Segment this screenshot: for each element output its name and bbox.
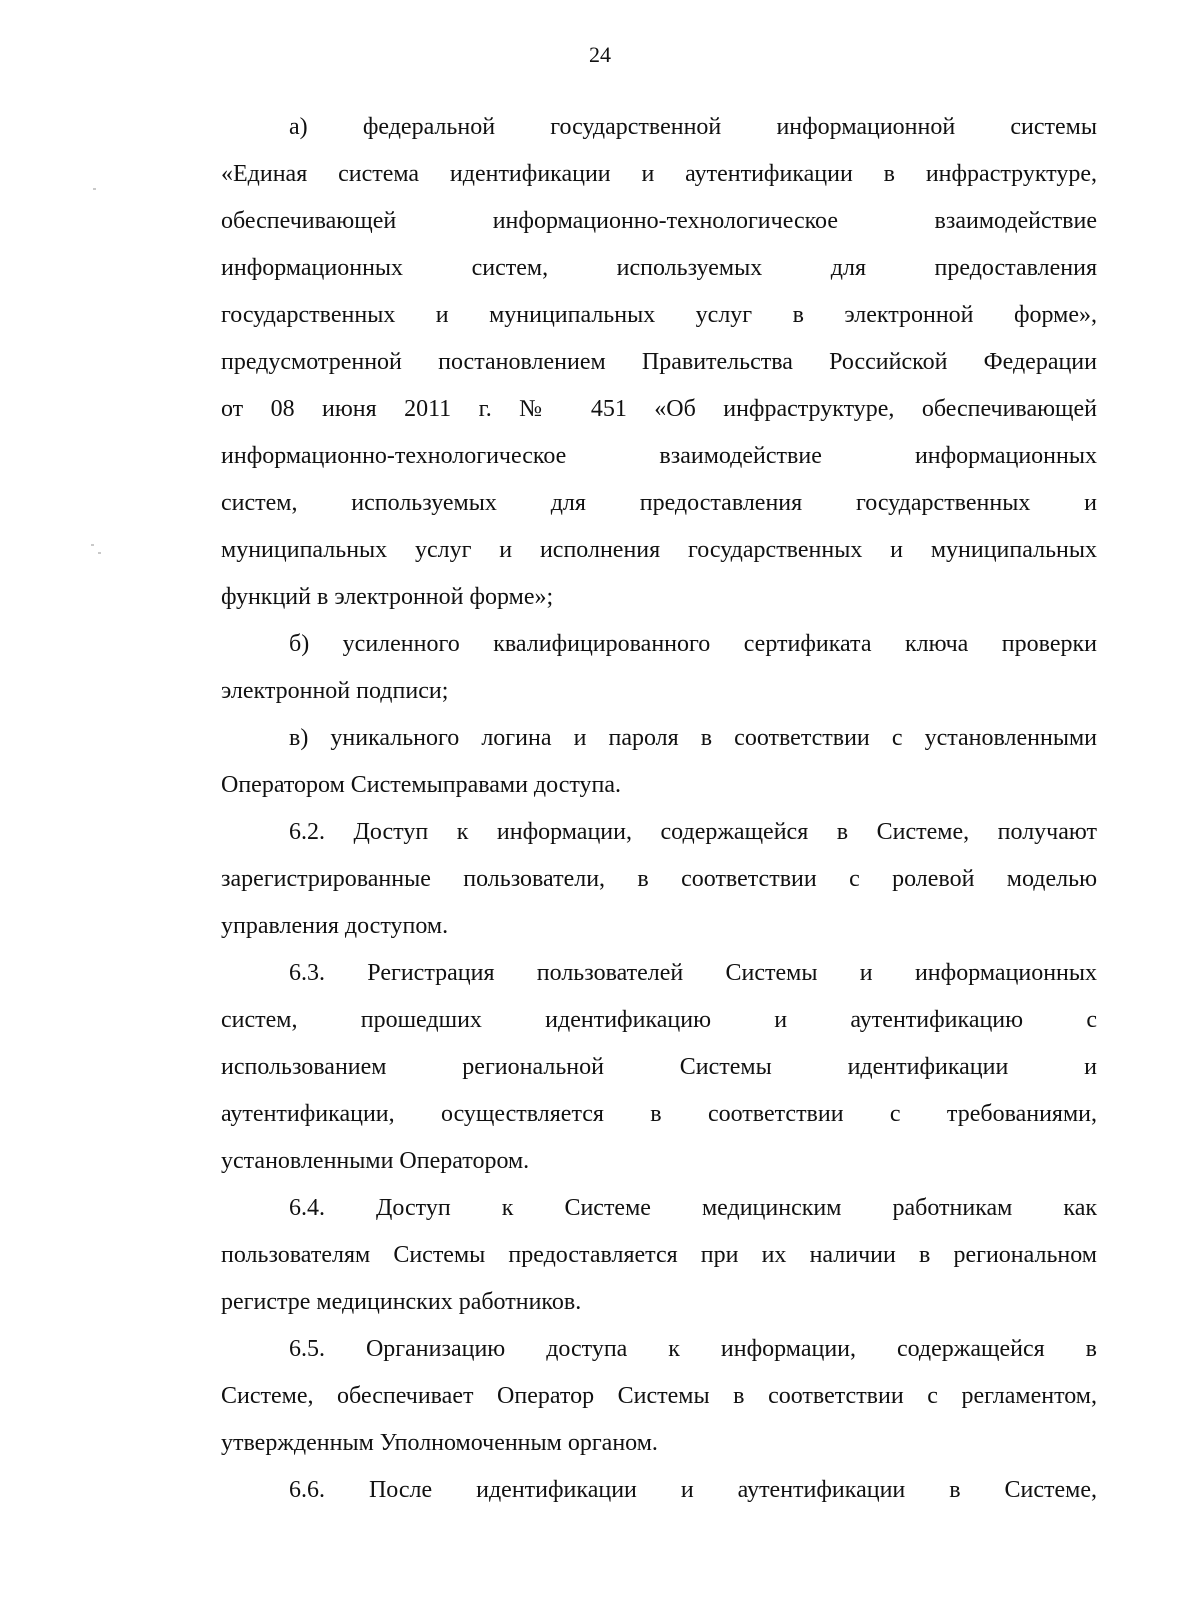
page-number: 24 (589, 42, 611, 67)
text-line: регистре медицинских работников. (221, 1289, 582, 1315)
text-line: информационно-технологическое взаимодействие информационных (221, 443, 1097, 469)
paragraph-6-5 (221, 1326, 1097, 1467)
paragraph-b (221, 621, 1097, 715)
text-line: Системе, обеспечивает Оператор Системы в соответствии с регламентом, (221, 1383, 1097, 1409)
text-line: 6.3. Регистрация пользователей Системы и информационных (289, 960, 1097, 986)
text-line: обеспечивающей информационно-технологическое взаимодействие (221, 208, 1097, 234)
scan-speck (91, 544, 94, 546)
text-line: 6.2. Доступ к информации, содержащейся в Системе, получают (289, 819, 1097, 845)
paragraph-v (221, 715, 1097, 809)
paragraph-6-6 (221, 1467, 1097, 1514)
text-line: 6.6. После идентификации и аутентификации в Системе, (289, 1477, 1097, 1503)
paragraph-6-3 (221, 950, 1097, 1185)
text-line: зарегистрированные пользователи, в соответствии с ролевой моделью (221, 866, 1097, 892)
text-line: систем, используемых для предоставления государственных и (221, 490, 1097, 516)
text-line: функций в электронной форме»; (221, 584, 554, 610)
text-line: аутентификации, осуществляется в соответствии с требованиями, (221, 1101, 1097, 1127)
paragraph-6-2 (221, 809, 1097, 950)
text-line: предусмотренной постановлением Правительства Российской Федерации (221, 349, 1097, 375)
text-line: а) федеральной государственной информационной системы (289, 114, 1097, 140)
text-line: от 08 июня 2011 г. № 451 «Об инфраструктуре, обеспечивающей (221, 396, 1097, 422)
text-line: систем, прошедших идентификацию и аутентификацию с (221, 1007, 1097, 1033)
scan-speck (93, 188, 96, 190)
text-line: информационных систем, используемых для предоставления (221, 255, 1097, 281)
text-line: муниципальных услуг и исполнения государственных и муниципальных (221, 537, 1097, 563)
document-body (221, 104, 1097, 1514)
text-line: государственных и муниципальных услуг в электронной форме», (221, 302, 1097, 328)
text-line: в) уникального логина и пароля в соответствии с установленными (289, 725, 1097, 751)
text-line: установленными Оператором. (221, 1148, 530, 1174)
text-line: электронной подписи; (221, 678, 449, 704)
text-line: 6.4. Доступ к Системе медицинским работникам как (289, 1195, 1097, 1221)
paragraph-6-4 (221, 1185, 1097, 1326)
scan-speck (98, 552, 101, 554)
text-line: Оператором Системыправами доступа. (221, 772, 622, 798)
paragraph-a (221, 104, 1097, 621)
text-line: 6.5. Организацию доступа к информации, содержащейся в (289, 1336, 1097, 1362)
text-line: б) усиленного квалифицированного сертификата ключа проверки (289, 631, 1097, 657)
text-line: «Единая система идентификации и аутентификации в инфраструктуре, (221, 161, 1097, 187)
text-line: управления доступом. (221, 913, 449, 939)
text-line: утвержденным Уполномоченным органом. (221, 1430, 658, 1456)
text-line: использованием региональной Системы идентификации и (221, 1054, 1097, 1080)
text-line: пользователям Системы предоставляется при их наличии в региональном (221, 1242, 1097, 1268)
